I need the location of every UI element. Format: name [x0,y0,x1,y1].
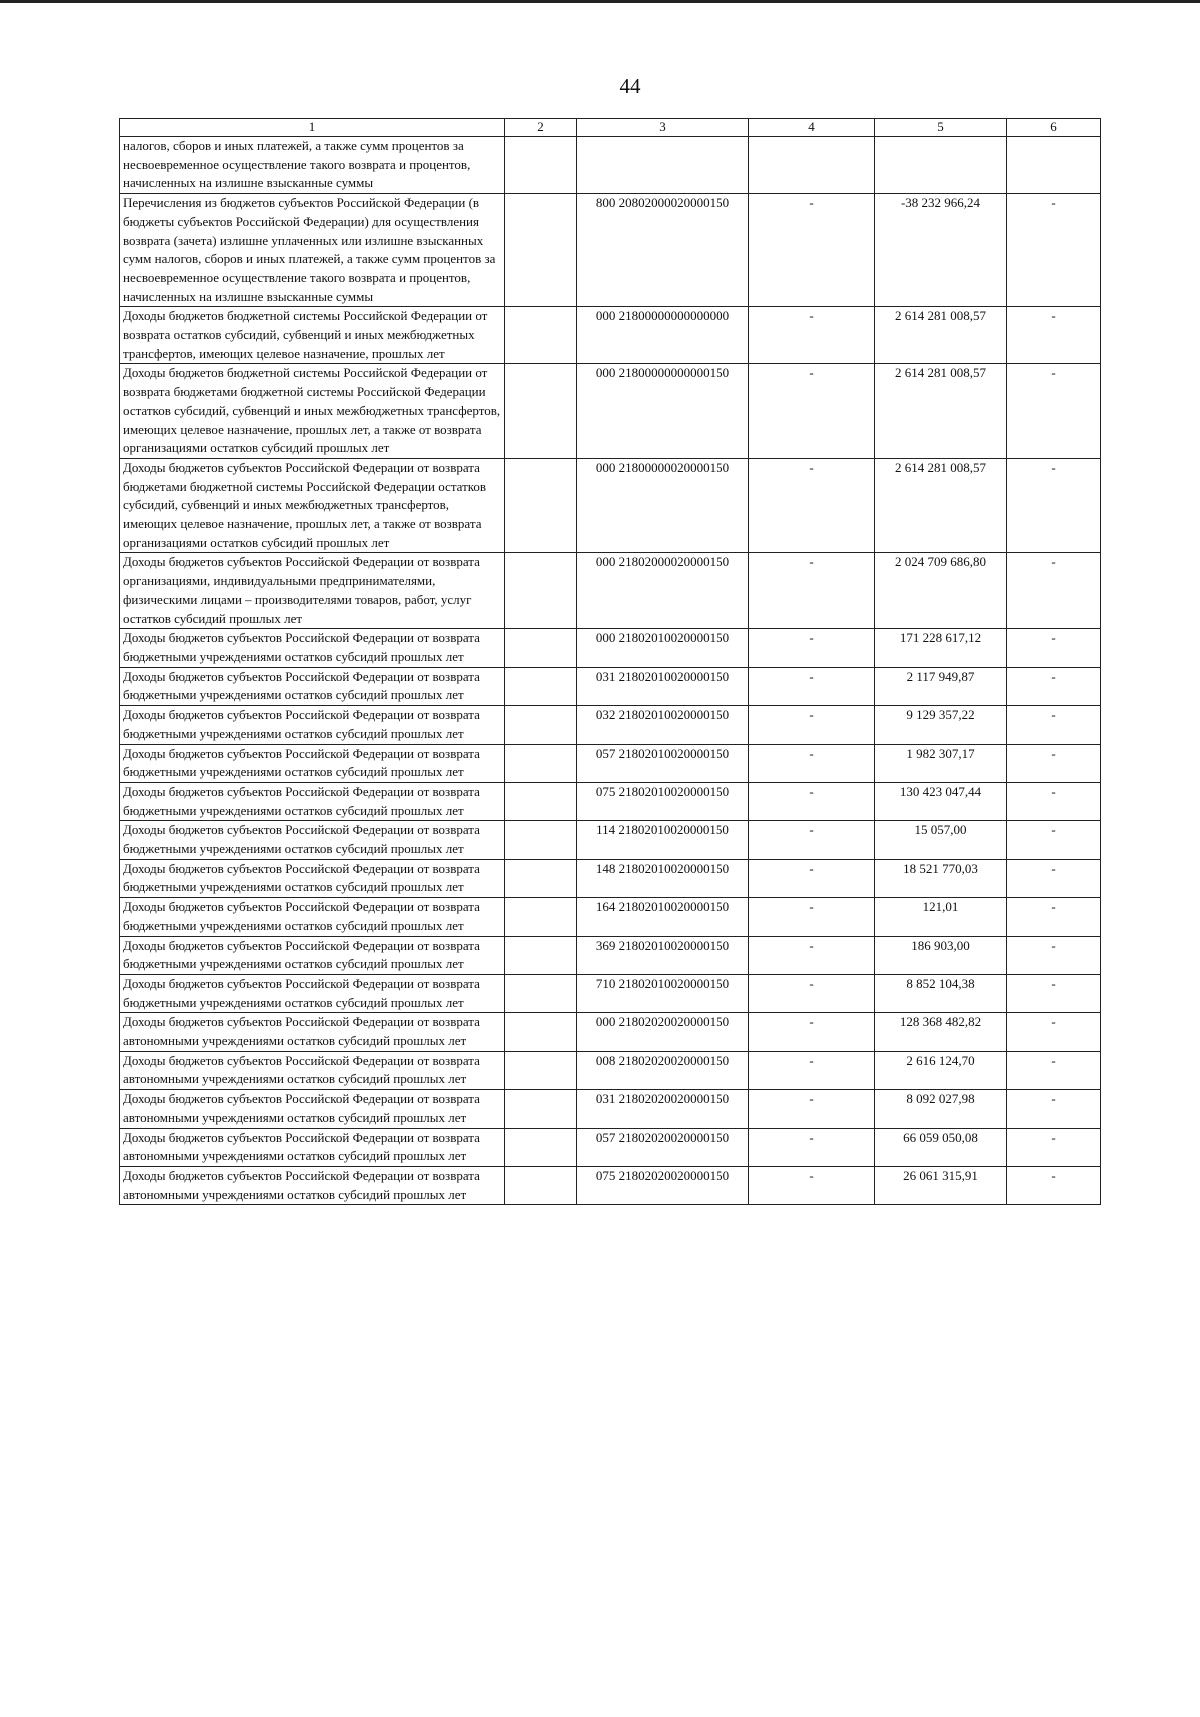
description-cell: налогов, сборов и иных платежей, а также сумм процентов за несвоевременное осуществление такого возврата и процентов, начисленных на излишне взысканные суммы [120,137,505,194]
col4-cell: - [749,1090,875,1128]
description-cell: Доходы бюджетов субъектов Российской Федерации от возврата бюджетными учреждениями остатков субсидий прошлых лет [120,859,505,897]
col6-cell: - [1007,859,1101,897]
description-cell: Доходы бюджетов бюджетной системы Российской Федерации от возврата остатков субсидий, субвенций и иных межбюджетных трансфертов, имеющих целевое назначение, прошлых лет [120,307,505,364]
amount-cell: 121,01 [875,898,1007,936]
table-row [120,194,1101,307]
col4-cell: - [749,859,875,897]
col4-cell: - [749,307,875,364]
col6-cell: - [1007,706,1101,744]
table-row [120,859,1101,897]
col4-cell [749,137,875,194]
col2-cell [505,667,577,705]
col6-cell: - [1007,1166,1101,1204]
col2-cell [505,629,577,667]
col4-cell: - [749,1128,875,1166]
description-cell: Доходы бюджетов субъектов Российской Федерации от возврата бюджетными учреждениями остатков субсидий прошлых лет [120,898,505,936]
col6-cell: - [1007,1090,1101,1128]
amount-cell: 1 982 307,17 [875,744,1007,782]
amount-cell: 15 057,00 [875,821,1007,859]
description-cell: Доходы бюджетов субъектов Российской Федерации от возврата автономными учреждениями остатков субсидий прошлых лет [120,1128,505,1166]
amount-cell: 2 616 124,70 [875,1051,1007,1089]
header-col-2: 2 [505,119,577,137]
table-row [120,782,1101,820]
budget-code-cell: 031 21802010020000150 [577,667,749,705]
col2-cell [505,194,577,307]
table-row [120,307,1101,364]
description-cell: Доходы бюджетов субъектов Российской Федерации от возврата автономными учреждениями остатков субсидий прошлых лет [120,1013,505,1051]
col2-cell [505,307,577,364]
table-row [120,1166,1101,1204]
description-cell: Доходы бюджетов субъектов Российской Федерации от возврата автономными учреждениями остатков субсидий прошлых лет [120,1090,505,1128]
budget-code-cell: 800 20802000020000150 [577,194,749,307]
amount-cell: 186 903,00 [875,936,1007,974]
description-cell: Доходы бюджетов субъектов Российской Федерации от возврата бюджетными учреждениями остатков субсидий прошлых лет [120,629,505,667]
amount-cell: 8 852 104,38 [875,974,1007,1012]
table-row [120,1051,1101,1089]
budget-code-cell: 031 21802020020000150 [577,1090,749,1128]
amount-cell: 2 614 281 008,57 [875,364,1007,459]
col4-cell: - [749,194,875,307]
description-cell: Доходы бюджетов субъектов Российской Федерации от возврата бюджетными учреждениями остатков субсидий прошлых лет [120,821,505,859]
col2-cell [505,1166,577,1204]
description-cell: Перечисления из бюджетов субъектов Российской Федерации (в бюджеты субъектов Российской Федерации) для осуществления возврата (зачета) излишне уплаченных или излишне взысканных сумм налогов, сборов и иных платежей, а также сумм процентов за несвоевременное осуществление такого возврата и процентов, начисленных на излишне взысканные суммы [120,194,505,307]
col6-cell: - [1007,307,1101,364]
budget-code-cell: 075 21802010020000150 [577,782,749,820]
amount-cell: 2 117 949,87 [875,667,1007,705]
col4-cell: - [749,553,875,629]
col2-cell [505,1128,577,1166]
col2-cell [505,1051,577,1089]
table-row [120,137,1101,194]
table-row [120,553,1101,629]
amount-cell: 128 368 482,82 [875,1013,1007,1051]
table-row [120,898,1101,936]
budget-code-cell: 164 21802010020000150 [577,898,749,936]
col6-cell: - [1007,1013,1101,1051]
description-cell: Доходы бюджетов субъектов Российской Федерации от возврата бюджетными учреждениями остатков субсидий прошлых лет [120,974,505,1012]
budget-code-cell: 000 21802020020000150 [577,1013,749,1051]
amount-cell [875,137,1007,194]
budget-code-cell: 075 21802020020000150 [577,1166,749,1204]
col2-cell [505,553,577,629]
description-cell: Доходы бюджетов субъектов Российской Федерации от возврата автономными учреждениями остатков субсидий прошлых лет [120,1166,505,1204]
header-col-1: 1 [120,119,505,137]
budget-code-cell: 057 21802010020000150 [577,744,749,782]
col4-cell: - [749,936,875,974]
amount-cell: 2 024 709 686,80 [875,553,1007,629]
table-row [120,706,1101,744]
amount-cell: 171 228 617,12 [875,629,1007,667]
col6-cell: - [1007,1128,1101,1166]
description-cell: Доходы бюджетов субъектов Российской Федерации от возврата бюджетными учреждениями остатков субсидий прошлых лет [120,667,505,705]
col4-cell: - [749,706,875,744]
table-row [120,1128,1101,1166]
col6-cell: - [1007,744,1101,782]
table-row [120,458,1101,553]
col4-cell: - [749,1166,875,1204]
col6-cell: - [1007,667,1101,705]
page-number: 44 [619,74,641,98]
budget-code-cell: 008 21802020020000150 [577,1051,749,1089]
amount-cell: 18 521 770,03 [875,859,1007,897]
table-row [120,936,1101,974]
col2-cell [505,782,577,820]
description-cell: Доходы бюджетов субъектов Российской Федерации от возврата автономными учреждениями остатков субсидий прошлых лет [120,1051,505,1089]
budget-code-cell: 032 21802010020000150 [577,706,749,744]
amount-cell: 8 092 027,98 [875,1090,1007,1128]
col6-cell: - [1007,553,1101,629]
budget-code-cell: 710 21802010020000150 [577,974,749,1012]
col6-cell [1007,137,1101,194]
budget-code-cell: 369 21802010020000150 [577,936,749,974]
header-col-6: 6 [1007,119,1101,137]
header-col-5: 5 [875,119,1007,137]
description-cell: Доходы бюджетов субъектов Российской Федерации от возврата организациями, индивидуальными предпринимателями, физическими лицами – производителями товаров, работ, услуг остатков субсидий прошлых лет [120,553,505,629]
budget-code-cell [577,137,749,194]
amount-cell: -38 232 966,24 [875,194,1007,307]
table-body [120,137,1101,1205]
col2-cell [505,898,577,936]
col2-cell [505,936,577,974]
table-row [120,667,1101,705]
table-row [120,821,1101,859]
budget-code-cell: 000 21800000000000000 [577,307,749,364]
description-cell: Доходы бюджетов субъектов Российской Федерации от возврата бюджетными учреждениями остатков субсидий прошлых лет [120,936,505,974]
col2-cell [505,821,577,859]
col2-cell [505,137,577,194]
table-row [120,974,1101,1012]
col4-cell: - [749,821,875,859]
col2-cell [505,458,577,553]
table-header-row [120,119,1101,137]
table-row [120,1013,1101,1051]
col4-cell: - [749,898,875,936]
amount-cell: 66 059 050,08 [875,1128,1007,1166]
budget-code-cell: 114 21802010020000150 [577,821,749,859]
col6-cell: - [1007,936,1101,974]
col4-cell: - [749,782,875,820]
table-row [120,744,1101,782]
budget-code-cell: 000 21802000020000150 [577,553,749,629]
budget-code-cell: 057 21802020020000150 [577,1128,749,1166]
col2-cell [505,364,577,459]
amount-cell: 2 614 281 008,57 [875,307,1007,364]
col4-cell: - [749,458,875,553]
budget-code-cell: 000 21802010020000150 [577,629,749,667]
col4-cell: - [749,744,875,782]
table-row [120,629,1101,667]
col6-cell: - [1007,974,1101,1012]
top-border-line [0,0,1200,3]
description-cell: Доходы бюджетов бюджетной системы Российской Федерации от возврата бюджетами бюджетной системы Российской Федерации остатков субсидий, субвенций и иных межбюджетных трансфертов, имеющих целевое назначение, прошлых лет, а также от возврата организациями остатков субсидий прошлых лет [120,364,505,459]
col6-cell: - [1007,458,1101,553]
header-col-3: 3 [577,119,749,137]
col6-cell: - [1007,1051,1101,1089]
budget-code-cell: 000 21800000000000150 [577,364,749,459]
col2-cell [505,744,577,782]
col4-cell: - [749,1013,875,1051]
col4-cell: - [749,1051,875,1089]
description-cell: Доходы бюджетов субъектов Российской Федерации от возврата бюджетами бюджетной системы Российской Федерации остатков субсидий, субвенций и иных межбюджетных трансфертов, имеющих целевое назначение, прошлых лет, а также от возврата организациями остатков субсидий прошлых лет [120,458,505,553]
col6-cell: - [1007,194,1101,307]
description-cell: Доходы бюджетов субъектов Российской Федерации от возврата бюджетными учреждениями остатков субсидий прошлых лет [120,706,505,744]
col6-cell: - [1007,629,1101,667]
amount-cell: 9 129 357,22 [875,706,1007,744]
col2-cell [505,706,577,744]
description-cell: Доходы бюджетов субъектов Российской Федерации от возврата бюджетными учреждениями остатков субсидий прошлых лет [120,744,505,782]
col2-cell [505,1090,577,1128]
col2-cell [505,974,577,1012]
description-cell: Доходы бюджетов субъектов Российской Федерации от возврата бюджетными учреждениями остатков субсидий прошлых лет [120,782,505,820]
col6-cell: - [1007,782,1101,820]
budget-code-cell: 000 21800000020000150 [577,458,749,553]
table-row [120,1090,1101,1128]
budget-code-cell: 148 21802010020000150 [577,859,749,897]
col4-cell: - [749,629,875,667]
budget-revenue-table [119,118,1101,1205]
header-col-4: 4 [749,119,875,137]
amount-cell: 26 061 315,91 [875,1166,1007,1204]
col2-cell [505,859,577,897]
col2-cell [505,1013,577,1051]
col4-cell: - [749,974,875,1012]
col6-cell: - [1007,898,1101,936]
col6-cell: - [1007,364,1101,459]
col4-cell: - [749,667,875,705]
amount-cell: 130 423 047,44 [875,782,1007,820]
col4-cell: - [749,364,875,459]
table-row [120,364,1101,459]
amount-cell: 2 614 281 008,57 [875,458,1007,553]
col6-cell: - [1007,821,1101,859]
